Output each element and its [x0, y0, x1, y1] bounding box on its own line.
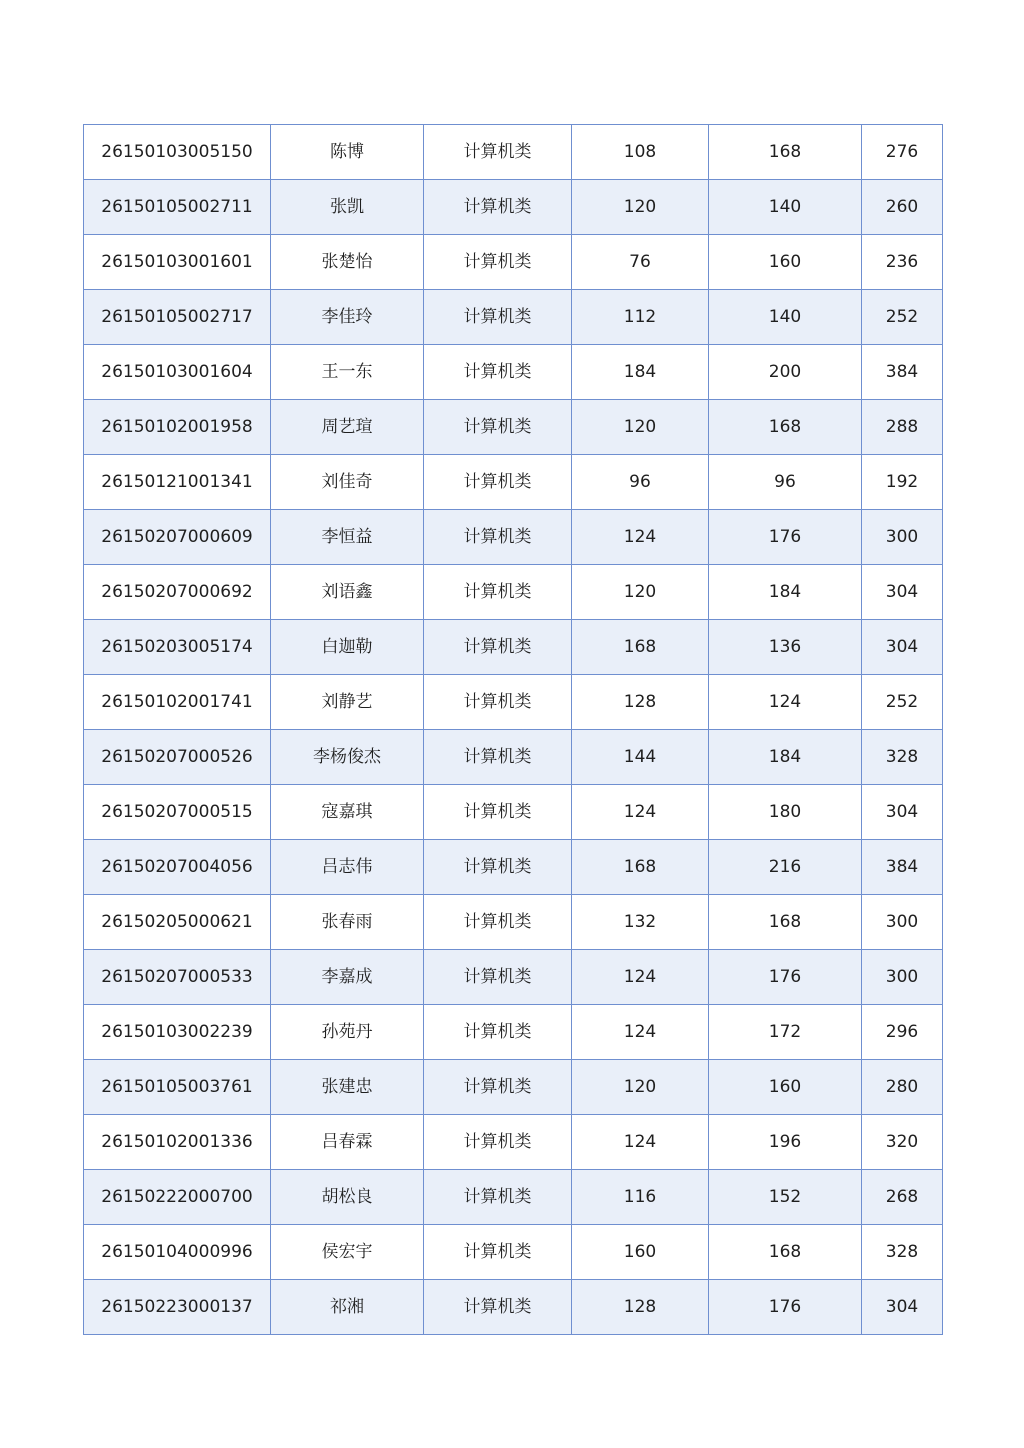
score-1-cell: 128	[572, 675, 709, 730]
name-cell: 寇嘉琪	[271, 785, 424, 840]
score-2-cell: 196	[709, 1115, 862, 1170]
score-1-cell: 168	[572, 840, 709, 895]
score-2-cell: 160	[709, 1060, 862, 1115]
total-score-cell: 300	[862, 895, 943, 950]
table-row	[84, 400, 943, 455]
total-score-cell: 296	[862, 1005, 943, 1060]
total-score-cell: 280	[862, 1060, 943, 1115]
major-cell: 计算机类	[424, 345, 572, 400]
total-score-cell: 192	[862, 455, 943, 510]
score-2-cell: 168	[709, 125, 862, 180]
exam-id-cell: 26150207000533	[84, 950, 271, 1005]
exam-id-cell: 26150102001741	[84, 675, 271, 730]
major-cell: 计算机类	[424, 785, 572, 840]
table-row	[84, 675, 943, 730]
name-cell: 吕志伟	[271, 840, 424, 895]
score-1-cell: 168	[572, 620, 709, 675]
name-cell: 周艺瑄	[271, 400, 424, 455]
exam-id-cell: 26150222000700	[84, 1170, 271, 1225]
name-cell: 李佳玲	[271, 290, 424, 345]
score-1-cell: 112	[572, 290, 709, 345]
name-cell: 李杨俊杰	[271, 730, 424, 785]
major-cell: 计算机类	[424, 565, 572, 620]
table-row	[84, 180, 943, 235]
name-cell: 孙苑丹	[271, 1005, 424, 1060]
major-cell: 计算机类	[424, 1060, 572, 1115]
table-row	[84, 1060, 943, 1115]
score-2-cell: 172	[709, 1005, 862, 1060]
name-cell: 张建忠	[271, 1060, 424, 1115]
score-2-cell: 160	[709, 235, 862, 290]
score-2-cell: 176	[709, 950, 862, 1005]
name-cell: 胡松良	[271, 1170, 424, 1225]
score-table-body	[84, 125, 943, 1335]
exam-id-cell: 26150121001341	[84, 455, 271, 510]
score-2-cell: 168	[709, 400, 862, 455]
score-1-cell: 184	[572, 345, 709, 400]
score-2-cell: 216	[709, 840, 862, 895]
total-score-cell: 320	[862, 1115, 943, 1170]
score-2-cell: 184	[709, 730, 862, 785]
exam-id-cell: 26150205000621	[84, 895, 271, 950]
exam-id-cell: 26150203005174	[84, 620, 271, 675]
exam-id-cell: 26150103005150	[84, 125, 271, 180]
score-1-cell: 120	[572, 1060, 709, 1115]
total-score-cell: 384	[862, 840, 943, 895]
score-1-cell: 128	[572, 1280, 709, 1335]
score-1-cell: 120	[572, 565, 709, 620]
major-cell: 计算机类	[424, 455, 572, 510]
table-row	[84, 785, 943, 840]
table-row	[84, 125, 943, 180]
major-cell: 计算机类	[424, 510, 572, 565]
name-cell: 李恒益	[271, 510, 424, 565]
exam-id-cell: 26150207000692	[84, 565, 271, 620]
score-2-cell: 176	[709, 1280, 862, 1335]
exam-id-cell: 26150105003761	[84, 1060, 271, 1115]
name-cell: 李嘉成	[271, 950, 424, 1005]
major-cell: 计算机类	[424, 290, 572, 345]
exam-id-cell: 26150105002711	[84, 180, 271, 235]
table-row	[84, 345, 943, 400]
table-row	[84, 290, 943, 345]
total-score-cell: 276	[862, 125, 943, 180]
table-row	[84, 950, 943, 1005]
name-cell: 张凯	[271, 180, 424, 235]
major-cell: 计算机类	[424, 1280, 572, 1335]
name-cell: 刘佳奇	[271, 455, 424, 510]
major-cell: 计算机类	[424, 125, 572, 180]
table-row	[84, 510, 943, 565]
total-score-cell: 384	[862, 345, 943, 400]
exam-id-cell: 26150103001604	[84, 345, 271, 400]
score-1-cell: 120	[572, 180, 709, 235]
total-score-cell: 328	[862, 730, 943, 785]
exam-id-cell: 26150207000515	[84, 785, 271, 840]
major-cell: 计算机类	[424, 1115, 572, 1170]
score-2-cell: 152	[709, 1170, 862, 1225]
total-score-cell: 300	[862, 510, 943, 565]
score-2-cell: 200	[709, 345, 862, 400]
total-score-cell: 268	[862, 1170, 943, 1225]
score-1-cell: 160	[572, 1225, 709, 1280]
table-row	[84, 620, 943, 675]
score-2-cell: 96	[709, 455, 862, 510]
score-2-cell: 180	[709, 785, 862, 840]
score-table	[83, 124, 943, 1335]
total-score-cell: 260	[862, 180, 943, 235]
major-cell: 计算机类	[424, 895, 572, 950]
table-row	[84, 565, 943, 620]
score-2-cell: 176	[709, 510, 862, 565]
total-score-cell: 300	[862, 950, 943, 1005]
score-1-cell: 120	[572, 400, 709, 455]
table-row	[84, 1170, 943, 1225]
total-score-cell: 252	[862, 675, 943, 730]
total-score-cell: 288	[862, 400, 943, 455]
table-row	[84, 235, 943, 290]
exam-id-cell: 26150102001336	[84, 1115, 271, 1170]
table-row	[84, 1225, 943, 1280]
score-1-cell: 116	[572, 1170, 709, 1225]
exam-id-cell: 26150105002717	[84, 290, 271, 345]
table-row	[84, 730, 943, 785]
table-row	[84, 895, 943, 950]
table-row	[84, 840, 943, 895]
major-cell: 计算机类	[424, 950, 572, 1005]
name-cell: 刘语鑫	[271, 565, 424, 620]
score-1-cell: 76	[572, 235, 709, 290]
score-1-cell: 124	[572, 1005, 709, 1060]
score-2-cell: 168	[709, 1225, 862, 1280]
major-cell: 计算机类	[424, 235, 572, 290]
exam-id-cell: 26150207004056	[84, 840, 271, 895]
name-cell: 王一东	[271, 345, 424, 400]
table-row	[84, 1115, 943, 1170]
name-cell: 陈博	[271, 125, 424, 180]
name-cell: 张楚怡	[271, 235, 424, 290]
exam-id-cell: 26150103001601	[84, 235, 271, 290]
major-cell: 计算机类	[424, 730, 572, 785]
score-1-cell: 124	[572, 1115, 709, 1170]
table-row	[84, 455, 943, 510]
name-cell: 刘静艺	[271, 675, 424, 730]
score-2-cell: 136	[709, 620, 862, 675]
score-1-cell: 124	[572, 510, 709, 565]
name-cell: 祁湘	[271, 1280, 424, 1335]
total-score-cell: 236	[862, 235, 943, 290]
score-1-cell: 144	[572, 730, 709, 785]
name-cell: 白迦勒	[271, 620, 424, 675]
score-2-cell: 124	[709, 675, 862, 730]
major-cell: 计算机类	[424, 1005, 572, 1060]
major-cell: 计算机类	[424, 675, 572, 730]
score-1-cell: 124	[572, 785, 709, 840]
table-row	[84, 1005, 943, 1060]
exam-id-cell: 26150102001958	[84, 400, 271, 455]
score-2-cell: 140	[709, 290, 862, 345]
score-2-cell: 168	[709, 895, 862, 950]
total-score-cell: 304	[862, 565, 943, 620]
score-1-cell: 108	[572, 125, 709, 180]
score-1-cell: 132	[572, 895, 709, 950]
major-cell: 计算机类	[424, 400, 572, 455]
major-cell: 计算机类	[424, 1170, 572, 1225]
total-score-cell: 304	[862, 620, 943, 675]
name-cell: 张春雨	[271, 895, 424, 950]
total-score-cell: 252	[862, 290, 943, 345]
total-score-cell: 304	[862, 1280, 943, 1335]
major-cell: 计算机类	[424, 620, 572, 675]
total-score-cell: 328	[862, 1225, 943, 1280]
score-1-cell: 124	[572, 950, 709, 1005]
total-score-cell: 304	[862, 785, 943, 840]
major-cell: 计算机类	[424, 180, 572, 235]
table-row	[84, 1280, 943, 1335]
exam-id-cell: 26150104000996	[84, 1225, 271, 1280]
exam-id-cell: 26150103002239	[84, 1005, 271, 1060]
exam-id-cell: 26150207000609	[84, 510, 271, 565]
name-cell: 吕春霖	[271, 1115, 424, 1170]
major-cell: 计算机类	[424, 1225, 572, 1280]
score-1-cell: 96	[572, 455, 709, 510]
name-cell: 侯宏宇	[271, 1225, 424, 1280]
score-2-cell: 140	[709, 180, 862, 235]
score-2-cell: 184	[709, 565, 862, 620]
major-cell: 计算机类	[424, 840, 572, 895]
exam-id-cell: 26150207000526	[84, 730, 271, 785]
exam-id-cell: 26150223000137	[84, 1280, 271, 1335]
